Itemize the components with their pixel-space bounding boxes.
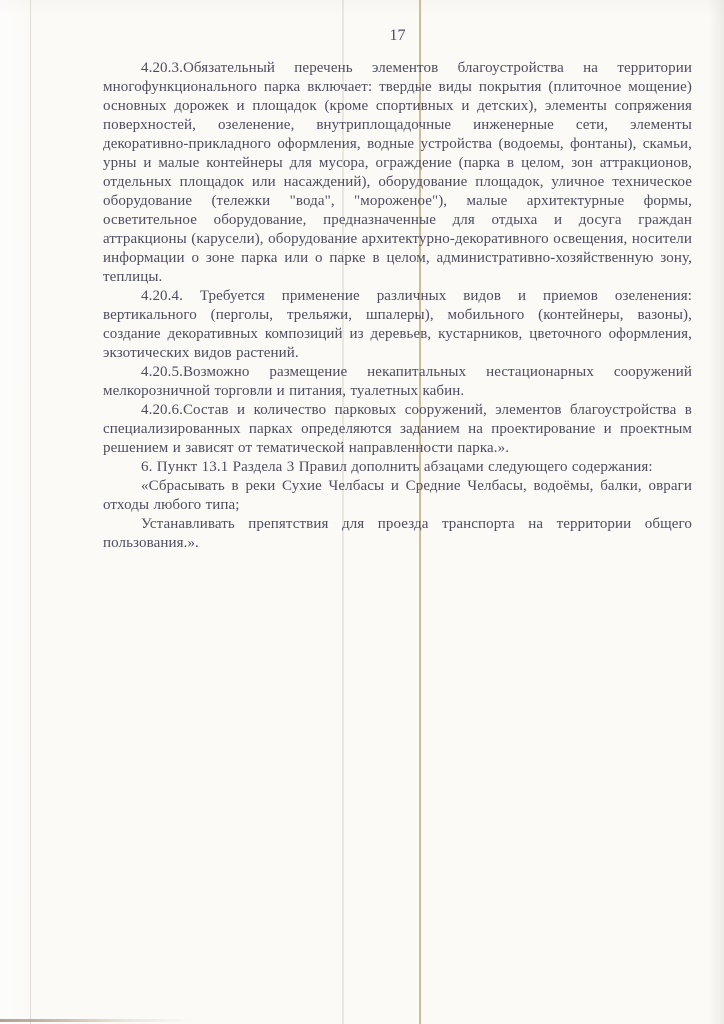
right-scan-shadow [708, 0, 724, 1024]
paragraph-4-20-6: 4.20.6.Состав и количество парковых сооружений, элементов благоустройства в специализированных парках определяются заданием на проектирование и проектным решением и зависят от тематической направленности парка.». [103, 402, 692, 456]
paragraph-4-20-3: 4.20.3.Обязательный перечень элементов благоустройства на территории многофункционального парка включает: твердые виды покрытия (плиточное мощение) основных дорожек и площадок (кроме спортивных и детских), элементы сопряжения поверхностей, озеленение, внутриплощадочные инженерные сети, элементы декоративно-прикладного оформления, водные устройства (водоемы, фонтаны), скамьи, урны и малые контейнеры для мусора, ограждение (парка в целом, зон аттракционов, отдельных площадок или насаждений), оборудование площадок, уличное техническое оборудование (тележки "вода", "мороженое"), малые архитектурные формы, осветительное оборудование, предназначенные для отдыха и досуга граждан аттракционы (карусели), оборудование архитектурно-декоративного освещения, носители информации о зоне парка или о парке в целом, административно-хозяйственную зону, теплицы. [103, 60, 692, 285]
paragraph-item-6-abzac-2: Устанавливать препятствия для проезда транспорта на территории общего пользования.». [103, 516, 692, 551]
bottom-crease-line [0, 1019, 192, 1022]
paragraph-item-6-abzac-1: «Сбрасывать в реки Сухие Челбасы и Средние Челбасы, водоёмы, балки, овраги отходы любого типа; [103, 478, 692, 513]
paragraph-4-20-4: 4.20.4. Требуется применение различных видов и приемов озеленения: вертикального (перголы, трельяжи, шпалеры), мобильного (контейнеры, вазоны), создание декоративных композиций из деревьев, кустарников, цветочного оформления, экзотических видов растений. [103, 288, 692, 361]
document-body [103, 59, 692, 553]
paragraph-4-20-5: 4.20.5.Возможно размещение некапитальных нестационарных сооружений мелкорозничной торговли и питания, туалетных кабин. [103, 364, 692, 399]
left-scan-edge-line [30, 0, 31, 1024]
paragraph-item-6: 6. Пункт 13.1 Раздела 3 Правил дополнить абзацами следующего содержания: [141, 459, 653, 475]
page-number: 17 [389, 27, 406, 44]
